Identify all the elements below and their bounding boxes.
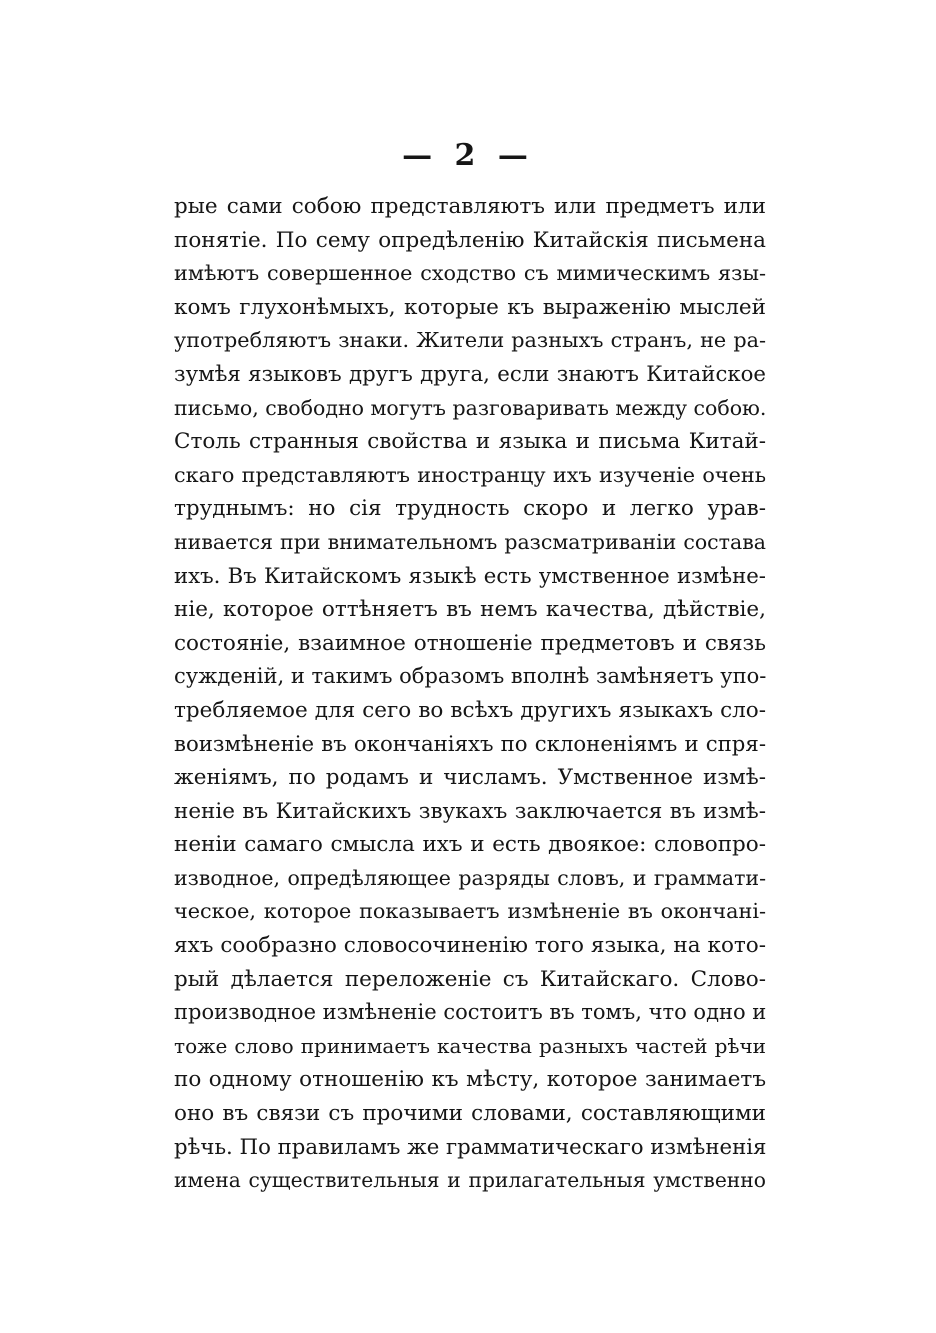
text-line: ніе, которое оттѣняетъ въ немъ качества, дѣйствіе,	[174, 597, 766, 623]
text-line: Столь странныя свойства и языка и письма Китай-	[174, 429, 766, 455]
text-line: неніи самаго смысла ихъ и есть двоякое: словопро-	[174, 832, 766, 858]
text-line: изводное, опредѣляющее разряды словъ, и граммати-	[174, 865, 766, 890]
text-line: скаго представляютъ иностранцу ихъ изученіе очень	[174, 462, 766, 487]
text-line: сужденій, и такимъ образомъ вполнѣ замѣняетъ упо-	[174, 664, 767, 689]
text-line: нивается при внимательномъ разсматриваніи состава	[174, 529, 766, 554]
text-line: письмо, свободно могутъ разговаривать между собою.	[174, 395, 767, 420]
text-line: воизмѣненіе въ окончаніяхъ по склоненіямъ и спря-	[174, 731, 766, 757]
text-line: яхъ сообразно словосочиненію того языка, на кото-	[174, 933, 766, 959]
text-line: понятіе. По сему опредѣленію Китайскія письмена	[174, 227, 766, 253]
text-line: имѣютъ совершенное сходство съ мимическимъ язы-	[174, 261, 766, 286]
text-line: требляемое для сего во всѣхъ другихъ языкахъ сло-	[174, 697, 766, 723]
text-line: производное измѣненіе состоитъ въ томъ, что одно и	[174, 1000, 767, 1025]
text-line: употребляютъ знаки. Жители разныхъ странъ, не ра-	[174, 328, 766, 353]
text-line: неніе въ Китайскихъ звукахъ заключается въ измѣ-	[174, 798, 766, 824]
text-line: рый дѣлается переложеніе съ Китайскаго. Слово-	[174, 966, 766, 992]
text-line: по одному отношенію къ мѣсту, которое занимаетъ	[174, 1067, 766, 1093]
text-line: оно въ связи съ прочими словами, составляющими	[174, 1101, 766, 1127]
text-line: ихъ. Въ Китайскомъ языкѣ есть умственное измѣне-	[174, 563, 766, 589]
text-line: комъ глухонѣмыхъ, которые къ выраженію мыслей	[174, 294, 766, 320]
text-line: рѣчь. По правиламъ же грамматическаго измѣненія	[174, 1134, 767, 1160]
text-line: имена существительныя и прилагательныя умственно	[174, 1168, 766, 1193]
text-line: зумѣя языковъ другъ друга, если знаютъ Китайское	[174, 361, 766, 387]
text-line: женіямъ, по родамъ и числамъ. Умственное измѣ-	[174, 765, 766, 791]
text-line: труднымъ: но сія трудность скоро и легко урав-	[174, 496, 766, 522]
text-line: тоже слово принимаетъ качества разныхъ частей рѣчи	[174, 1033, 766, 1058]
text-line: ческое, которое показываетъ измѣненіе въ окончані-	[174, 899, 766, 924]
page-number: — 2 —	[402, 138, 534, 173]
text-line: состояніе, взаимное отношеніе предметовъ и связь	[174, 630, 766, 656]
body-text	[174, 190, 766, 1198]
text-line: рые сами собою представляютъ или предметъ или	[174, 194, 766, 219]
